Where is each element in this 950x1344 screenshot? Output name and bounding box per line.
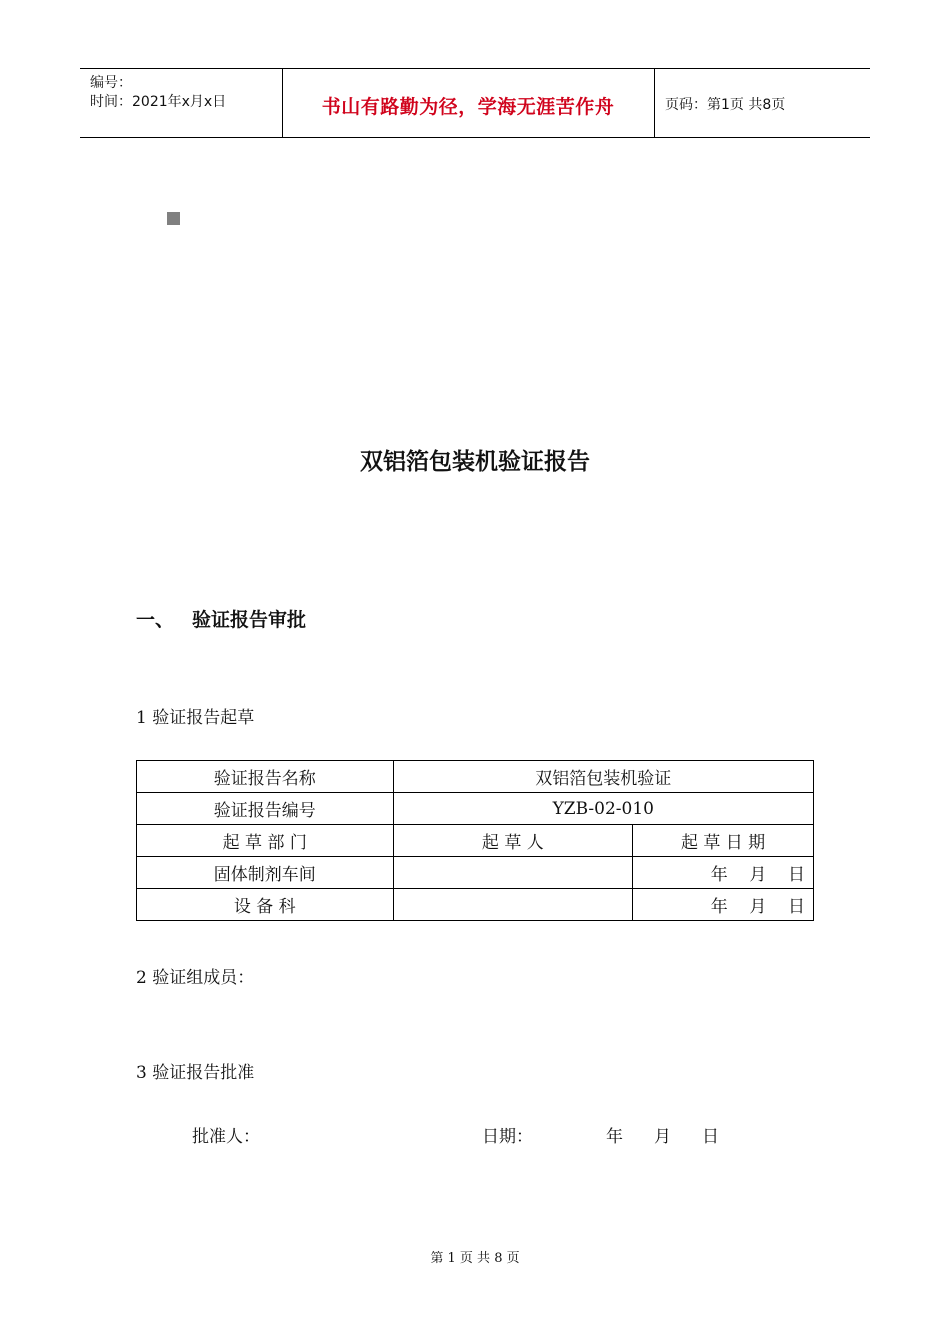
table-cell-value: 双铝箔包装机验证 — [393, 761, 813, 793]
table-row — [137, 761, 814, 793]
page-header — [80, 68, 870, 138]
cell-date: 年 月 日 — [633, 889, 814, 921]
table-cell-label: 验证报告编号 — [137, 793, 394, 825]
header-person: 起 草 人 — [393, 825, 633, 857]
page-info: 页码：第1页 共8页 — [665, 97, 786, 113]
header-motto-cell — [282, 69, 655, 137]
subsection-approval: 3 验证报告批准 — [136, 1063, 255, 1083]
number-label: 编号： — [90, 75, 132, 91]
draft-table — [136, 760, 814, 921]
cell-person — [393, 857, 633, 889]
year-label: 年 — [606, 1127, 623, 1147]
table-row — [137, 889, 814, 921]
cell-date: 年 月 日 — [633, 857, 814, 889]
header-meta-cell — [80, 69, 283, 137]
day-label: 日 — [702, 1127, 719, 1147]
page-footer: 第 1 页 共 8 页 — [430, 1251, 520, 1266]
header-dept: 起 草 部 门 — [137, 825, 394, 857]
cell-dept: 固体制剂车间 — [137, 857, 394, 889]
table-row — [137, 857, 814, 889]
subsection-members: 2 验证组成员： — [136, 968, 255, 988]
month-label: 月 — [654, 1127, 671, 1147]
date-label: 日期： — [482, 1127, 533, 1147]
table-cell-value: YZB-02-010 — [393, 793, 813, 825]
table-row — [137, 793, 814, 825]
header-page-cell — [655, 69, 870, 137]
motto: 书山有路勤为径，学海无涯苦作舟 — [321, 96, 615, 118]
square-bullet-icon — [167, 212, 180, 225]
document-title: 双铝箔包装机验证报告 — [360, 449, 590, 475]
cell-dept: 设 备 科 — [137, 889, 394, 921]
table-header-row — [137, 825, 814, 857]
section-heading — [136, 605, 306, 632]
header-date: 起 草 日 期 — [633, 825, 814, 857]
cell-person — [393, 889, 633, 921]
time-label: 时间：2021年x月x日 — [90, 94, 227, 110]
approver-label: 批准人： — [192, 1127, 260, 1147]
section-number: 一、 — [136, 609, 175, 631]
table-cell-label: 验证报告名称 — [137, 761, 394, 793]
subsection-draft: 1 验证报告起草 — [136, 708, 255, 728]
section-title: 验证报告审批 — [192, 609, 307, 631]
